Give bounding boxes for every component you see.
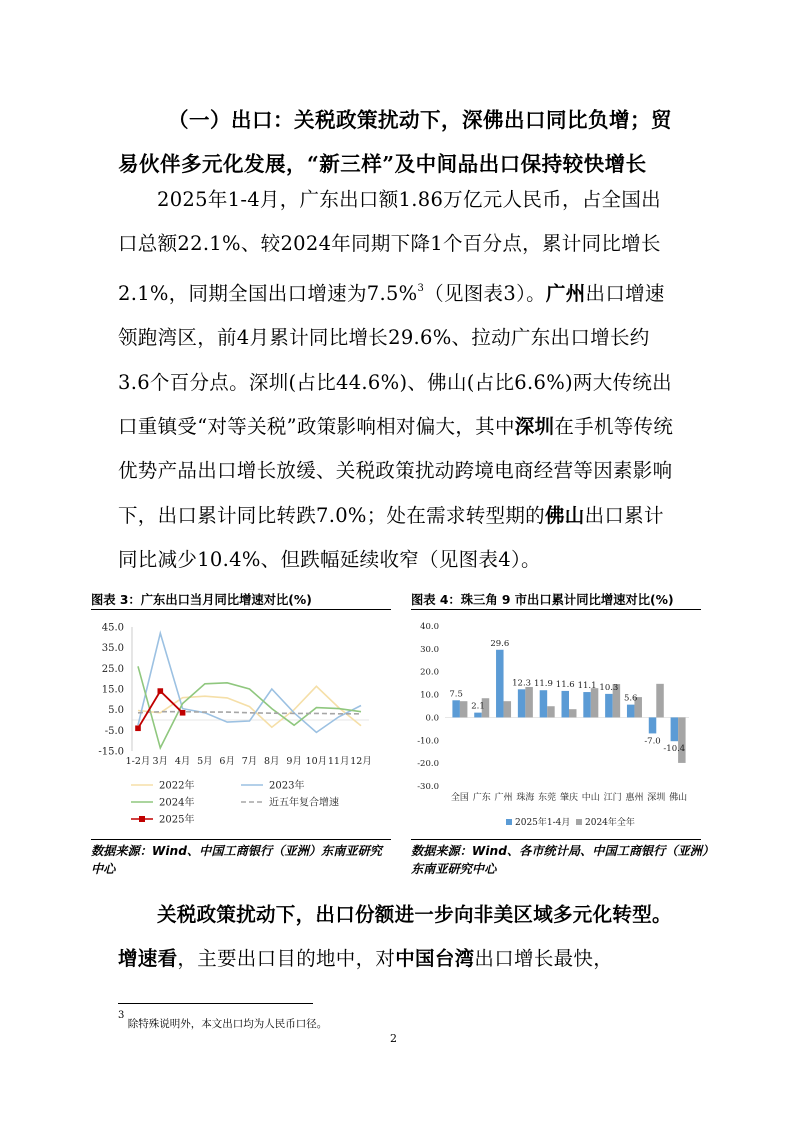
x-tick-label: 珠海 [516,793,535,803]
y-tick-label: 20.0 [420,667,439,678]
y-tick-label: 35.0 [101,643,124,655]
para1-bold-shenzhen: 深圳 [514,415,555,439]
bar [649,717,657,733]
bar [460,701,468,717]
y-tick-label: 0.0 [425,713,439,724]
bar [518,689,526,717]
x-tick-label: 11月 [327,756,350,767]
data-point [158,688,164,694]
legend-label: 2024年全年 [585,818,635,828]
y-tick-label: 15.0 [101,684,124,696]
bar [671,717,679,741]
y-tick-label: 25.0 [101,663,124,675]
y-tick-label: -30.0 [417,782,439,792]
para1-text-5: 出口累计同比减少10.4%、但跌幅延续收窄（见图表4）。 [118,503,664,572]
bar [474,713,482,718]
y-tick-label: -15.0 [98,746,124,758]
bar [583,692,591,717]
para2-text-1: ，主要出口目的地中，对 [177,947,396,971]
bar [547,706,555,717]
data-point [135,725,141,731]
x-tick-label: 1-2月 [125,756,151,767]
footnote-text: 除特殊说明外，本文出口均为人民币口径。 [127,1018,328,1030]
data-label: 5.6 [623,693,638,704]
para1-text-2: （见图表3）。 [424,281,546,305]
para1-bold-foshan: 佛山 [544,503,585,527]
x-tick-label: 6月 [219,756,235,767]
data-label: 7.5 [449,689,463,700]
x-tick-label: 广州 [494,793,513,803]
y-tick-label: 10.0 [420,690,439,701]
y-tick-label: -10.0 [417,736,439,747]
footnote [118,1010,327,1031]
x-tick-label: 12月 [350,756,372,767]
bar [656,684,664,718]
legend-label: 2022年 [159,780,195,792]
legend-label: 近五年复合增速 [269,797,339,809]
figure3-top-rule [91,609,391,610]
bar [504,701,512,717]
legend-swatch [576,819,582,825]
bar [562,691,570,718]
legend-label: 2025年1-4月 [515,818,571,828]
figure3-line-chart [91,612,391,837]
legend-label: 2025年 [159,814,195,826]
x-tick-label: 8月 [264,756,280,767]
data-label: 12.3 [512,678,532,689]
data-label: -7.0 [644,736,661,747]
series-line [138,633,361,732]
data-point [180,710,186,716]
body-paragraph-2 [118,893,678,982]
body-paragraph-1 [118,178,678,583]
figure4-bar-chart [411,612,701,837]
data-label: 11.9 [533,679,553,690]
series-line [138,712,361,714]
data-label: 2.1 [471,701,485,712]
x-tick-label: 7月 [241,756,258,767]
legend-swatch [506,819,512,825]
para1-text-3: 出口增速领跑湾区，前4月累计同比增长29.6%、拉动广东出口增长约3.6个百分点。深圳(占比44.6%)、佛山(占比6.6%)两大传统出口重镇受“对等关税”政策影响相对偏大，其中 [118,281,672,439]
bar [540,690,548,717]
data-label: -10.4 [663,744,686,755]
data-label: 11.6 [555,679,575,690]
legend-label: 2024年 [159,797,195,809]
x-tick-label: 5月 [197,756,213,767]
y-tick-label: 40.0 [420,622,439,632]
x-tick-label: 全国 [450,793,469,803]
x-tick-label: 佛山 [669,793,688,803]
y-tick-label: -5.0 [104,725,124,737]
x-tick-label: 惠州 [625,793,644,803]
para2-text-2: 出口增长最快， [474,947,614,971]
y-tick-label: 5.0 [108,705,124,717]
y-tick-label: 30.0 [420,644,439,655]
data-label: 29.6 [490,638,510,649]
x-tick-label: 深圳 [647,793,666,803]
data-label: 11.1 [577,681,597,692]
bar [605,694,613,718]
figure4-top-rule [411,609,701,610]
legend-label: 2023年 [269,780,305,792]
x-tick-label: 3月 [152,756,169,767]
bar [627,705,635,718]
bar [525,687,533,717]
bar [452,700,460,717]
legend-marker [139,816,145,822]
bar [496,650,504,718]
data-label: 10.3 [599,682,619,693]
para2-bold-lead: 关税政策扰动下，出口份额进一步向非美区域多元化转型。 [157,903,672,926]
para1-bold-guangzhou: 广州 [545,281,586,305]
footnote-divider [118,1003,313,1004]
para1-text-1: 2025年1-4月，广东出口额1.86万亿元人民币，占全国出口总额22.1%、较2024年同期下降1个百分点，累计同比增长2.1%，同期全国出口增速为7.5% [118,188,661,305]
para2-bold-growth: 增速看 [118,947,178,971]
footnote-mark: 3 [118,1010,125,1021]
bar [591,688,599,717]
figure3-title: 图表 3：广东出口当月同比增速对比(%) [91,593,312,607]
y-tick-label: 45.0 [101,622,124,634]
figure3-source: 数据来源：Wind、中国工商银行（亚洲）东南亚研究中心 [91,844,382,876]
figure4-title: 图表 4：珠三角 9 市出口累计同比增速对比(%) [411,593,674,607]
x-tick-label: 中山 [581,793,600,803]
x-tick-label: 广东 [472,793,491,803]
x-tick-label: 4月 [174,756,191,767]
x-tick-label: 10月 [305,756,328,767]
para1-text-4: 在手机等传统优势产品出口增长放缓、关税政策扰动跨境电商经营等因素影响下，出口累计同比转跌7.0%；处在需求转型期的 [118,415,674,527]
figure4-bottom-rule [411,839,701,840]
figure4-source: 数据来源：Wind、各市统计局、中国工商银行（亚洲）东南亚研究中心 [411,844,709,876]
footnote-ref: 3 [417,282,425,294]
y-tick-label: -20.0 [417,759,439,770]
x-tick-label: 东莞 [538,793,557,803]
section-heading-line2: 易伙伴多元化发展，“新三样”及中间品出口保持较快增长 [118,152,647,176]
figure3-bottom-rule [91,839,391,840]
x-tick-label: 9月 [286,756,302,767]
x-tick-label: 江门 [603,793,622,803]
page-number: 2 [390,1032,397,1045]
bar [569,709,577,717]
para2-bold-taiwan: 中国台湾 [395,947,475,971]
section-heading-line1: （一）出口：关税政策扰动下，深佛出口同比负增；贸 [168,108,672,132]
x-tick-label: 肇庆 [559,793,579,803]
bar [678,717,686,762]
